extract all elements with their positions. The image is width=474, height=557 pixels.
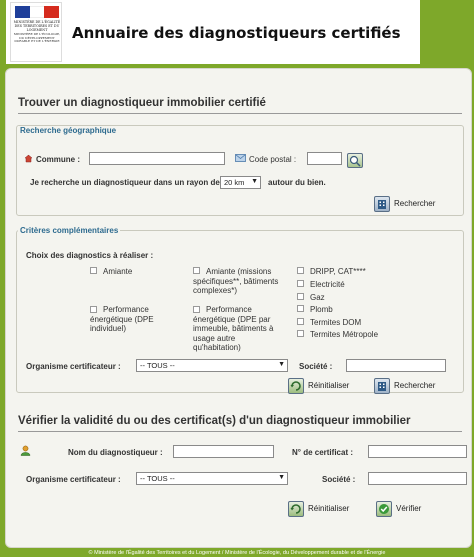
magnifier-icon [348, 154, 362, 167]
search-section-heading: Trouver un diagnostiqueur immobilier certifié [18, 97, 266, 109]
heading-divider [18, 113, 462, 114]
commune-input[interactable] [89, 152, 225, 165]
checkbox-termites-dom[interactable] [297, 318, 304, 325]
footer-copyright: © Ministère de l'Égalité des Territoires et du Logement / Ministère de l'Écologie, du Développement durable et de l'Énergie [88, 550, 386, 556]
diag-label-dripp: DRIPP, CAT**** [310, 267, 366, 276]
checkbox-gaz[interactable] [297, 293, 304, 300]
building-icon [374, 378, 390, 394]
geo-search-legend: Recherche géographique [20, 126, 117, 135]
main-panel [5, 68, 472, 548]
ministry-logo[interactable] [10, 2, 62, 62]
diag-label-plomb: Plomb [310, 305, 333, 314]
code-postal-label: Code postal : [249, 155, 297, 164]
verify-societe-label: Société : [322, 475, 356, 484]
building-icon [374, 196, 390, 212]
checkbox-termites-metropole[interactable] [297, 330, 304, 337]
verify-section-heading: Vérifier la validité du ou des certificat(s) d'un diagnostiqueur immobilier [18, 415, 411, 427]
societe-label: Société : [299, 362, 333, 371]
societe-input[interactable] [346, 359, 446, 372]
nom-input[interactable] [173, 445, 274, 458]
checkmark-icon [376, 501, 392, 517]
refresh-icon [288, 378, 304, 394]
geo-search-button-label: Rechercher [394, 199, 436, 208]
verify-organisme-select[interactable] [136, 472, 288, 485]
diag-label-dpe-individuel: Performance énergétique (DPE individuel) [90, 305, 154, 334]
organisme-label: Organisme certificateur : [26, 362, 121, 371]
refresh-icon [288, 501, 304, 517]
header-bar [0, 0, 474, 66]
choose-diagnostics-label: Choix des diagnostics à réaliser : [26, 251, 154, 260]
diag-label-termites-dom: Termites DOM [310, 318, 362, 327]
checkbox-electricite[interactable] [297, 280, 304, 287]
criteria-legend: Critères complémentaires [20, 226, 119, 235]
diag-label-gaz: Gaz [310, 293, 325, 302]
verify-societe-input[interactable] [368, 472, 467, 485]
commune-label: Commune : [36, 155, 80, 164]
page-title: Annuaire des diagnostiqueurs certifiés [72, 24, 401, 42]
checkbox-plomb[interactable] [297, 305, 304, 312]
checkbox-dripp[interactable] [297, 267, 304, 274]
diag-label-termites-metropole: Termites Métropole [310, 330, 379, 339]
diag-label-amiante: Amiante [103, 267, 133, 276]
diag-label-dpe-immeuble: Performance énergétique (DPE par immeuble, bâtiments à usage autre qu'habitation) [193, 305, 274, 353]
map-pin-icon [24, 154, 33, 165]
french-flag-icon [15, 6, 59, 18]
checkbox-amiante[interactable] [90, 267, 97, 274]
verify-organisme-value: -- TOUS -- [140, 474, 175, 483]
heading-divider [18, 431, 462, 432]
diag-label-amiante-specifique: Amiante (missions spécifiques**, bâtiments complexes*) [193, 267, 279, 296]
organisme-select-value: -- TOUS -- [140, 361, 175, 370]
diag-label-electricite: Electricité [310, 280, 345, 289]
chevron-down-icon: ▼ [278, 361, 285, 368]
verify-button-label: Vérifier [396, 504, 422, 513]
verify-organisme-label: Organisme certificateur : [26, 475, 121, 484]
radius-prefix-label: Je recherche un diagnostiqueur dans un rayon de [30, 178, 220, 187]
radius-select-value: 20 km [224, 178, 245, 187]
certificat-input[interactable] [368, 445, 467, 458]
header-panel [6, 0, 420, 64]
radius-suffix-label: autour du bien. [268, 178, 326, 187]
code-postal-input[interactable] [307, 152, 342, 165]
certificat-label: N° de certificat : [292, 448, 353, 457]
criteria-search-label: Rechercher [394, 381, 436, 390]
verify-reset-label: Réinitialiser [308, 504, 350, 513]
envelope-icon [235, 154, 246, 164]
chevron-down-icon: ▼ [278, 474, 285, 481]
chevron-down-icon: ▼ [251, 178, 258, 185]
logo-subtext: MINISTÈRE DE L'ÉCOLOGIE, DU DÉVELOPPEMENT DURABLE ET DE L'ÉNERGIE [13, 32, 61, 44]
criteria-reset-label: Réinitialiser [308, 381, 350, 390]
logo-text: MINISTÈRE DE L'ÉGALITÉ DES TERRITOIRES ET DU LOGEMENT [13, 20, 61, 32]
organisme-select[interactable] [136, 359, 288, 372]
user-icon [20, 445, 31, 458]
locate-button[interactable] [347, 153, 363, 168]
nom-label: Nom du diagnostiqueur : [68, 448, 163, 457]
radius-select[interactable] [220, 176, 261, 189]
